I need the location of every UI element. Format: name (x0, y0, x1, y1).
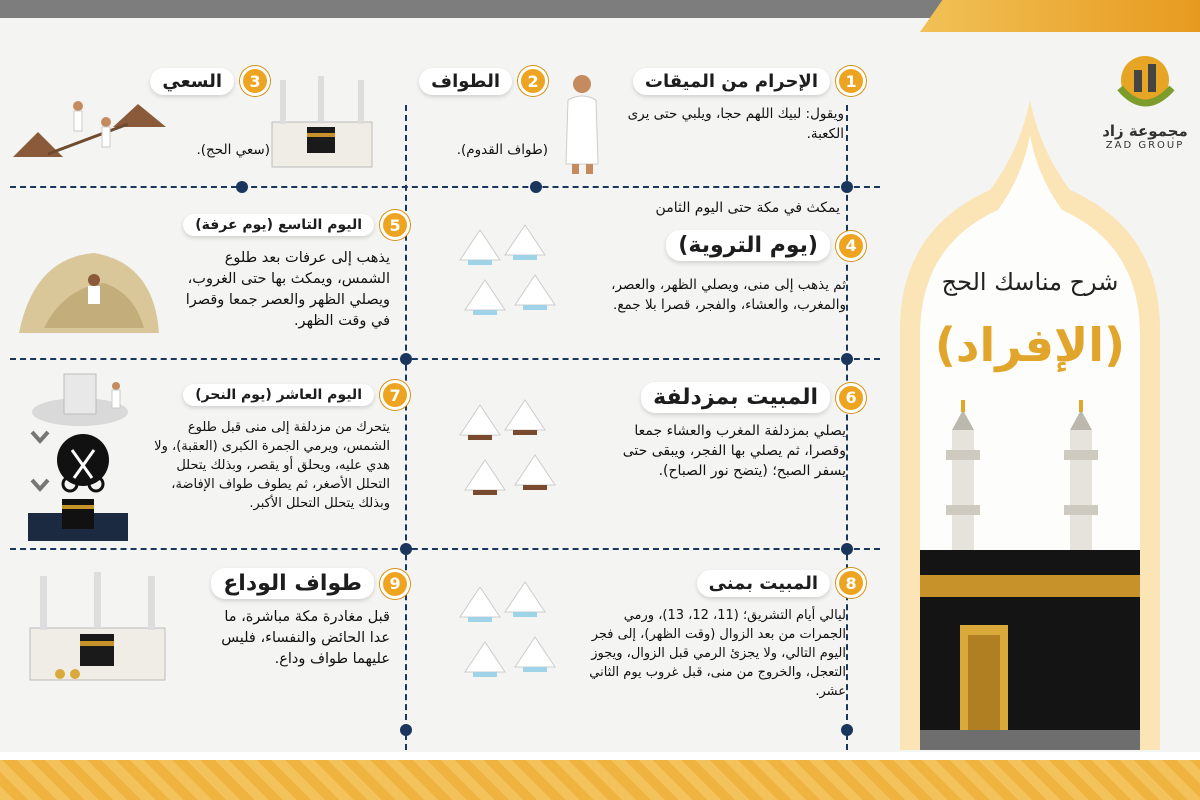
grid-dot (400, 353, 412, 365)
step-number: 7 (380, 380, 410, 410)
step-number: 5 (380, 210, 410, 240)
grid-dot (841, 181, 853, 193)
grid-dot (841, 353, 853, 365)
step-title: (يوم التروية) (666, 230, 830, 261)
grid-dot (400, 543, 412, 555)
bottom-pattern-band (0, 760, 1200, 800)
chevron-down-icon (30, 430, 50, 444)
step-8 (580, 568, 866, 701)
tents-icon (440, 572, 580, 702)
haram-mosque-icon (262, 72, 382, 177)
grid-dot (841, 724, 853, 736)
kaaba-icon (28, 495, 128, 545)
step-9 (200, 568, 410, 670)
step-number: 8 (836, 568, 866, 598)
step-body: ثم يذهب إلى منى، ويصلي الظهر، والعصر، والمغرب، والعشاء، والفجر، قصرا بلا جمع. (611, 277, 846, 313)
step-title: المبيت بمزدلفة (641, 382, 830, 413)
step-title: الإحرام من الميقات (633, 68, 830, 95)
grid-dot (841, 543, 853, 555)
step-body: ليالي أيام التشريق؛ (11، 12، 13)، ورمي الجمرات من بعد الزوال (وقت الظهر)، إلى فجر اليوم التالي، ولا يجزئ الرمي قبل الزوال، ويجوز التعجل، والخروج من منى، قبل غروب يوم الثاني عشر. (589, 608, 846, 699)
step-number: 1 (836, 66, 866, 96)
person-in-ihram-icon (560, 72, 605, 177)
step-6 (600, 382, 866, 481)
step-5 (180, 210, 410, 332)
top-pattern-band (920, 0, 1200, 32)
jamarat-icon (28, 370, 133, 430)
step-title: اليوم التاسع (يوم عرفة) (183, 214, 374, 236)
zad-logo-icon (1090, 48, 1200, 118)
grid-dot (236, 181, 248, 193)
chevron-down-icon (30, 478, 50, 492)
step-body: قبل مغادرة مكة مباشرة، ما عدا الحائض والنفساء، فليس عليهما طواف وداع. (221, 609, 390, 667)
panel-subheading: (الإفراد) (934, 318, 1126, 372)
step-number: 2 (518, 66, 548, 96)
grid-line (10, 186, 880, 188)
kaaba-icon (920, 550, 1140, 750)
mount-arafat-icon (14, 238, 164, 338)
tents-icon (440, 215, 580, 340)
step-number: 6 (836, 383, 866, 413)
bottom-strip (0, 752, 1200, 760)
grid-dot (530, 181, 542, 193)
step-body: يصلي بمزدلفة المغرب والعشاء جمعا وقصرا، ثم يصلي بها الفجر، ويبقى حتى يسفر الصبح؛ (يتضح نور الصباح). (622, 423, 846, 479)
grid-dot (400, 724, 412, 736)
brand-name-en: ZAD GROUP (1105, 140, 1185, 151)
step-body: يتحرك من مزدلفة إلى منى قبل طلوع الشمس، ويرمي الجمرة الكبرى (العقبة)، ولا هدي عليه، ويحلق أو يقصر، وبذلك يتحلل التحلل الأصغر، ثم يطوف طواف الإفاضة، وبذلك يتحلل التحلل الأكبر. (154, 420, 390, 511)
step-body: يذهب إلى عرفات بعد طلوع الشمس، ويمكث بها حتى الغروب، ويصلي الظهر والعصر جمعا وقصرا في وقت الظهر. (185, 250, 390, 329)
haram-mosque-icon (20, 570, 175, 690)
step-title: اليوم العاشر (يوم النحر) (183, 384, 374, 406)
step-number: 4 (836, 231, 866, 261)
brand-logo (1090, 48, 1200, 163)
saee-hills-icon (8, 92, 168, 172)
step-title: الطواف (419, 68, 512, 95)
step-body: (سعي الحج). (196, 142, 270, 158)
step-title: السعي (150, 68, 234, 95)
brand-name-ar: مجموعة زاد (1102, 122, 1188, 140)
intro-text: يمكث في مكة حتى اليوم الثامن (655, 200, 840, 216)
tents-icon (440, 390, 580, 520)
step-2 (388, 66, 548, 160)
grid-line (10, 358, 880, 360)
scissors-icon (50, 430, 116, 498)
step-4 (590, 230, 866, 315)
step-body: ويقول: لبيك اللهم حجا، ويلبي حتى يرى الكعبة. (627, 106, 844, 142)
step-7 (150, 380, 410, 513)
panel-heading: شرح مناسك الحج (941, 268, 1119, 296)
step-number: 3 (240, 66, 270, 96)
grid-line (10, 548, 880, 550)
step-number: 9 (380, 569, 410, 599)
step-1 (606, 66, 866, 144)
step-title: طواف الوداع (211, 568, 374, 599)
step-title: المبيت بمنى (697, 570, 830, 597)
step-body: (طواف القدوم). (456, 142, 548, 158)
